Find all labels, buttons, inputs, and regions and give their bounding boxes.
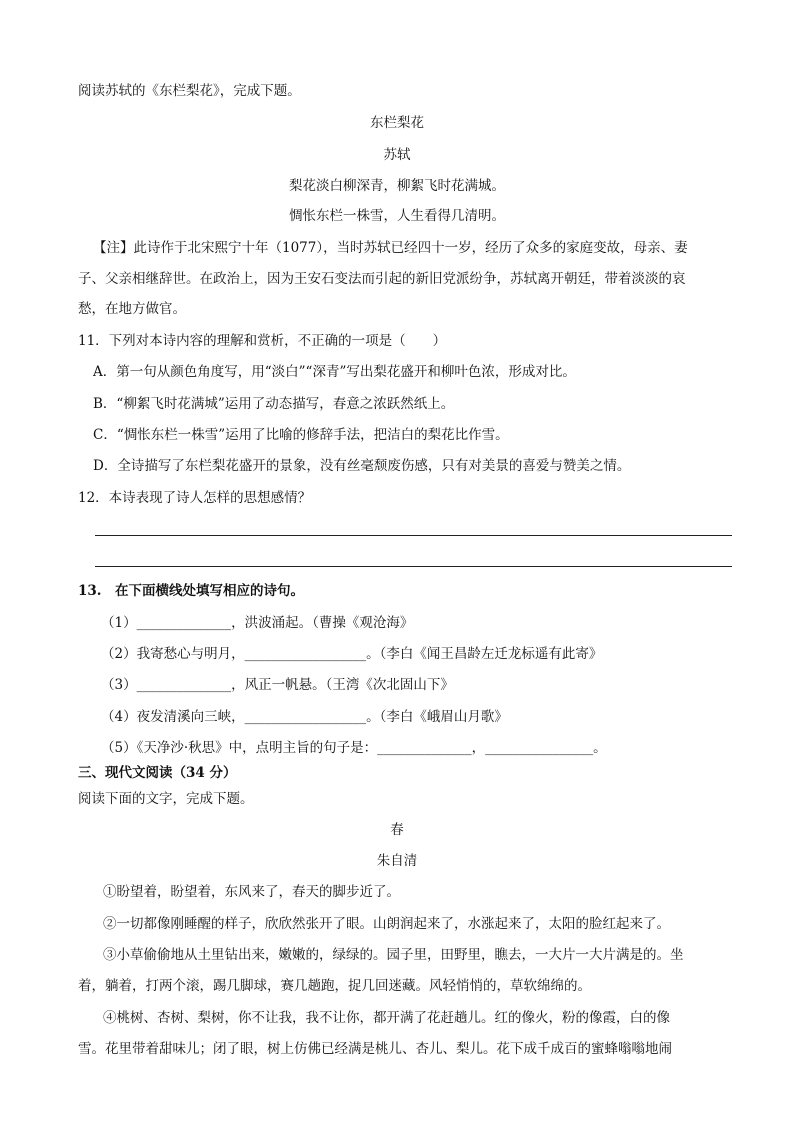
question-13-stem: 13. 在下面横线处填写相应的诗句。 [78,583,304,599]
question-11-option-b[interactable]: B．“柳絮飞时花满城”运用了动态描写，春意之浓跃然纸上。 [93,396,455,412]
answer-line[interactable] [95,535,732,536]
note-text: 【注】此诗作于北宋熙宁十年（1077），当时苏轼已经四十一岁，经历了众多的家庭变故，母亲、妻 [93,240,688,256]
essay-paragraph: 雪。花里带着甜味儿；闭了眼，树上仿佛已经满是桃儿、杏儿、梨儿。花下成千成百的蜜蜂嗡嗡地闹 [78,1041,672,1057]
section-intro: 阅读下面的文字，完成下题。 [78,791,254,807]
fill-blank-item[interactable]: （1）______________，洪波涌起。（曹操《观沧海》 [101,615,414,631]
essay-paragraph: ③小草偷偷地从土里钻出来，嫩嫩的，绿绿的。园子里，田野里，瞧去，一大片一大片满是的。坐 [103,947,684,963]
essay-paragraph: 着，躺着，打两个滚，踢几脚球，赛几趟跑，捉几回迷藏。风轻悄悄的，草软绵绵的。 [78,978,591,994]
fill-blank-item[interactable]: （4）夜发清溪向三峡，__________________。（李白《峨眉山月歌》 [101,709,508,725]
section-heading: 三、现代文阅读（34 分） [78,765,237,781]
fill-blank-item[interactable]: （2）我寄愁心与明月，__________________。（李白《闻王昌龄左迁龙标遥有此寄》 [101,646,603,662]
note-text: 愁，在地方做官。 [78,301,186,317]
essay-paragraph: ④桃树、杏树、梨树，你不让我，我不让你，都开满了花赶趟儿。红的像火，粉的像霞，白的像 [103,1010,670,1026]
poem-line: 梨花淡白柳深青，柳絮飞时花满城。 [289,178,505,194]
question-11-option-a[interactable]: A．第一句从颜色角度写，用“淡白”“深青”写出梨花盛开和柳叶色浓，形成对比。 [93,364,576,380]
essay-paragraph: ①盼望着，盼望着，东风来了，春天的脚步近了。 [103,884,400,900]
reading-intro: 阅读苏轼的《东栏梨花》，完成下题。 [78,83,301,99]
question-11-stem: 11．下列对本诗内容的理解和赏析，不正确的一项是（ ） [78,333,447,349]
essay-title: 春 [390,822,404,838]
poem-title: 东栏梨花 [370,115,424,131]
fill-blank-item[interactable]: （5）《天净沙·秋思》中，点明主旨的句子是：______________，________________。 [101,740,607,756]
essay-author: 朱自清 [376,853,418,869]
fill-blank-item[interactable]: （3）______________，风正一帆悬。（王湾《次北固山下》 [101,677,454,693]
question-11-option-d[interactable]: D．全诗描写了东栏梨花盛开的景象，没有丝毫颓废伤感，只有对美景的喜爱与赞美之情。 [93,458,631,474]
note-text: 子、父亲相继辞世。在政治上，因为王安石变法而引起的新旧党派纷争，苏轼离开朝廷，带着淡淡的哀 [78,271,686,287]
essay-paragraph: ②一切都像刚睡醒的样子，欣欣然张开了眼。山朗润起来了，水涨起来了，太阳的脸红起来了。 [103,916,670,932]
poem-line: 惆怅东栏一株雪，人生看得几清明。 [289,208,505,224]
question-11-option-c[interactable]: C．“惆怅东栏一株雪”运用了比喻的修辞手法，把洁白的梨花比作雪。 [93,427,509,443]
answer-line[interactable] [95,566,732,567]
poem-author: 苏轼 [383,147,411,163]
question-12-stem: 12．本诗表现了诗人怎样的思想感情？ [78,490,312,506]
